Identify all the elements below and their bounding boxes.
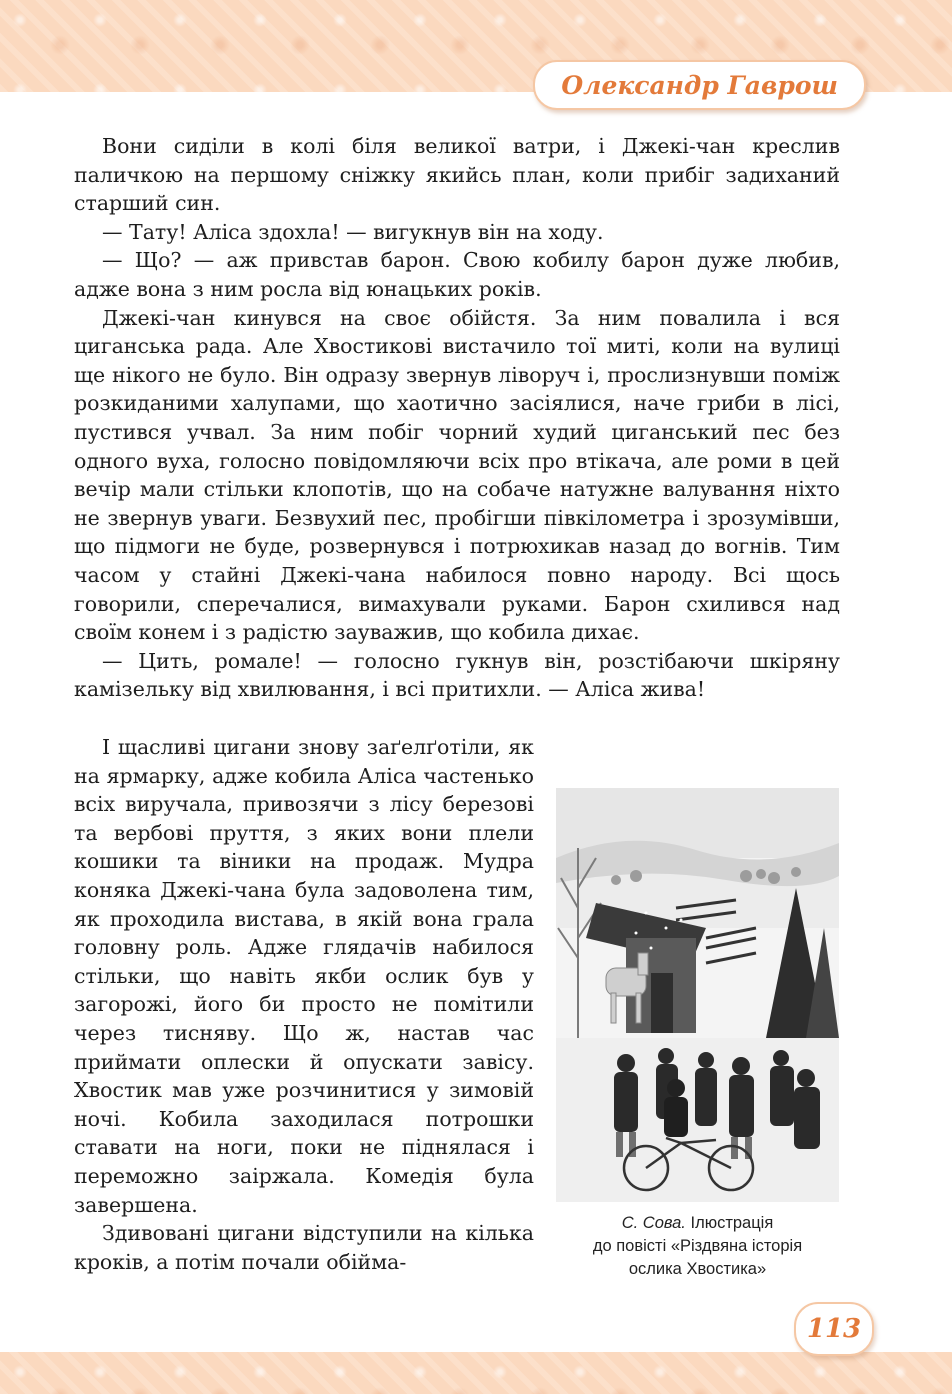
- illustration-caption: [556, 1212, 839, 1281]
- illustration-figure: [556, 788, 839, 1281]
- body-text-narrow: [74, 733, 534, 1276]
- paragraph: Джекі-чан кинувся на своє обійстя. За ним повалила і вся циганська рада. Але Хвостикові вистачило тої миті, коли на вулиці ще нікого не було. Він одразу звернув ліворуч і, прослизнувши поміж розкиданими халупами, що хаотично засіялися, наче гриби в лісі, пустився учвал. За ним побіг чорний худий циганський пес без одного вуха, голосно повідомляючи всіх про втікача, але роми в цей вечір мали стільки клопотів, що на собаче натужне валування ніхто не звернув уваги. Безвухий пес, пробігши півкілометра і зрозумівши, що підмоги не буде, розвернувся і потрюхикав назад до вогнів. Тим часом у стайні Джекі-чана набилося повно народу. Всі щось говорили, сперечалися, вимахували руками. Барон схилився над своїм конем і з радістю зауважив, що кобила дихає.: [74, 305, 840, 645]
- bottom-ornament-band: [0, 1352, 952, 1394]
- caption-author: С. Сова.: [621, 1214, 686, 1232]
- body-text: [74, 132, 840, 704]
- page-number: 113: [794, 1302, 874, 1356]
- illustration-image: [556, 788, 839, 1202]
- paragraph: Вони сиділи в колі біля великої ватри, і Джекі-чан креслив паличкою на першому сніжку якийсь план, коли прибіг задиханий старший син.: [74, 134, 840, 216]
- caption-text: Ілюстрація: [690, 1214, 774, 1232]
- caption-text: до повісті «Різдвяна історія: [592, 1237, 803, 1255]
- paragraph: — Тату! Аліса здохла! — вигукнув він на ходу.: [102, 219, 604, 244]
- caption-text: ослика Хвостика»: [628, 1260, 767, 1278]
- author-header: Олександр Гаврош: [533, 60, 866, 110]
- paragraph: Здивовані цигани відступили на кілька кроків, а потім почали обійма-: [74, 1221, 534, 1274]
- paragraph: — Цить, ромале! — голосно гукнув він, розстібаючи шкіряну камізельку від хвилювання, і всі притихли. — Аліса жива!: [74, 648, 840, 702]
- paragraph: І щасливі цигани знову заґелґотіли, як на ярмарку, адже кобила Аліса частенько всіх виручала, привозячи з лісу березові та вербові пруття, з яких вони плели кошики та віники на продаж. Мудра коняка Джекі-чана була задоволена тим, як проходила вистава, в якій вона грала головну роль. Адже глядачів набилося стільки, що навіть якби ослик був у загорожі, його би просто не помітили через тисняву. Що ж, настав час приймати оплески й опускати завісу. Хвостик мав уже розчинитися у зимовій ночі. Кобила заходилася потрошки ставати на ноги, поки не піднялася і переможно заіржала. Комедія була завершена.: [74, 735, 534, 1217]
- paragraph: — Що? — аж привстав барон. Свою кобилу барон дуже любив, адже вона з ним росла від юнацьких років.: [74, 248, 840, 301]
